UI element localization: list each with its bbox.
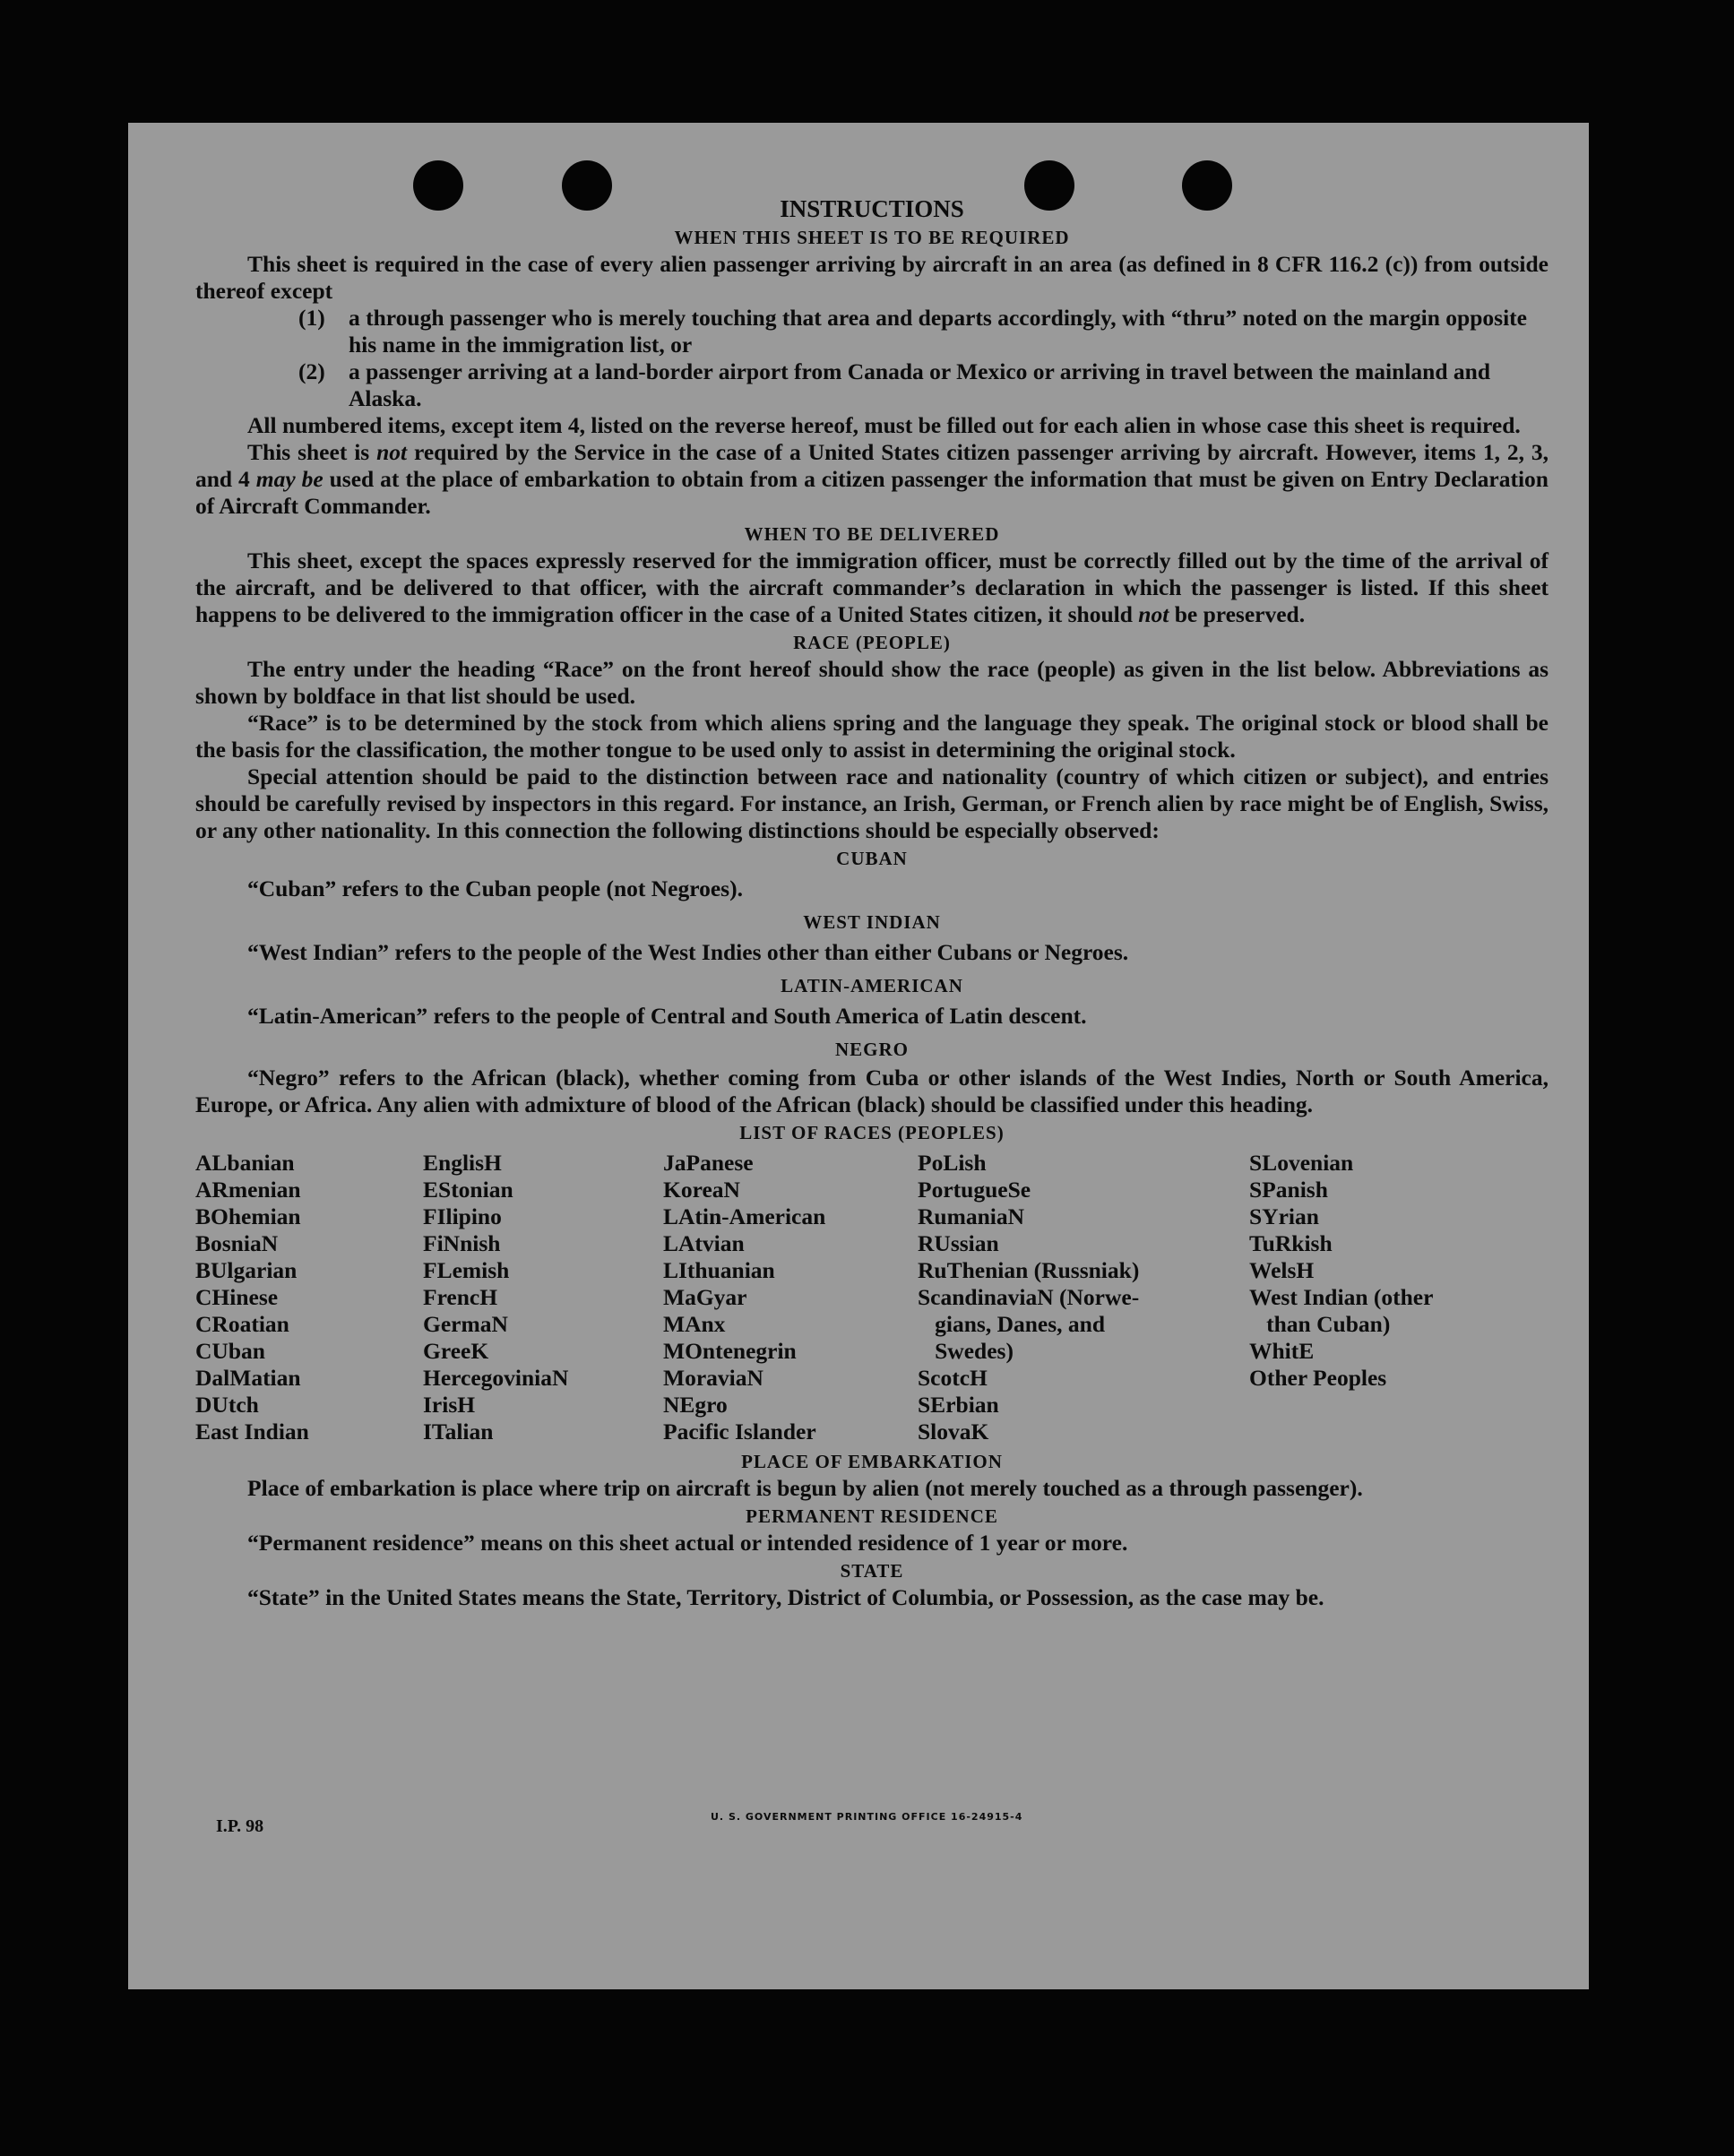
race-entry: WhitE [1249, 1338, 1315, 1364]
race-entry: KoreaN [663, 1177, 740, 1203]
list-text: a passenger arriving at a land-border airport from Canada or Mexico or arriving in travel between the mainland and Alaska. [349, 358, 1491, 411]
races-list-heading: LIST OF RACES (PEOPLES) [739, 1122, 1005, 1143]
emphasis: not [376, 439, 408, 465]
form-number: I.P. 98 [216, 1816, 264, 1836]
list-item [195, 358, 1549, 412]
race-entry: EStonian [423, 1177, 513, 1203]
race-entry: MOntenegrin [663, 1338, 797, 1364]
race-entry: FrencH [423, 1284, 498, 1310]
subheading-west-indian: WEST INDIAN [803, 911, 941, 933]
races-column [918, 1150, 1249, 1445]
subheading-negro: NEGRO [834, 1039, 909, 1060]
text-run: be preserved. [1169, 601, 1306, 627]
race-entry: SErbian [918, 1392, 999, 1418]
section-heading-residence: PERMANENT RESIDENCE [746, 1505, 998, 1527]
section-heading-required: WHEN THIS SHEET IS TO BE REQUIRED [674, 227, 1070, 248]
paragraph [195, 439, 1549, 520]
race-entry: Other Peoples [1249, 1365, 1387, 1391]
race-entry: RuThenian (Russniak) [918, 1257, 1140, 1283]
races-column [423, 1150, 663, 1445]
race-entry: EnglisH [423, 1150, 502, 1176]
race-entry: LIthuanian [663, 1257, 775, 1283]
text-run: The entry under the heading “Race” on the front hereof should show the race (people) as given in the list below. Abbreviations as shown by [195, 656, 1549, 709]
page-title: INSTRUCTIONS [780, 195, 964, 222]
race-entry: HercegoviniaN [423, 1365, 569, 1391]
paragraph [195, 656, 1549, 710]
document-sheet [128, 123, 1589, 1989]
printer-imprint: U. S. GOVERNMENT PRINTING OFFICE 16-24915-4 [711, 1811, 1023, 1823]
paragraph: “West Indian” refers to the people of the West Indies other than either Cubans or Negroes. [247, 939, 1129, 965]
race-entry: MaGyar [663, 1284, 747, 1310]
race-entry: MAnx [663, 1311, 726, 1337]
paragraph: “Cuban” refers to the Cuban people (not Negroes). [247, 875, 743, 901]
list-item [195, 305, 1549, 358]
race-entry: TuRkish [1249, 1230, 1333, 1256]
text-run: This sheet, except the spaces expressly reserved for the immigration officer, must be correctly filled out by the time of the arrival of the aircraft, and be delivered to that officer, with the aircraft commander’s declaration in which the passenger is listed. If this sheet happens to be delivered to the immigration officer in the case of a United States citizen, it should [195, 548, 1549, 627]
race-entry: Swedes) [918, 1338, 1014, 1364]
race-entry: GermaN [423, 1311, 508, 1337]
race-entry: PortugueSe [918, 1177, 1031, 1203]
race-entry: gians, Danes, and [918, 1311, 1106, 1337]
races-column [663, 1150, 918, 1445]
race-entry: SlovaK [918, 1419, 989, 1445]
race-entry: BosniaN [195, 1230, 279, 1256]
race-entry: BOhemian [195, 1203, 301, 1229]
section-heading-state: STATE [840, 1560, 904, 1582]
race-entry: SYrian [1249, 1203, 1319, 1229]
race-entry: SPanish [1249, 1177, 1328, 1203]
race-entry: PoLish [918, 1150, 987, 1176]
race-entry: DUtch [195, 1392, 259, 1418]
emphasis: boldface [293, 683, 376, 709]
emphasis: not [1138, 601, 1169, 627]
race-entry: CRoatian [195, 1311, 289, 1337]
races-column [195, 1150, 423, 1445]
paragraph [195, 548, 1549, 628]
race-entry: ScotcH [918, 1365, 988, 1391]
paragraph: “Race” is to be determined by the stock from which aliens spring and the language they speak. The original stock or blood shall be the basis for the classification, the mother tongue to be used only to assist in determining the original stock. [195, 710, 1549, 763]
section-heading-embarkation: PLACE OF EMBARKATION [741, 1451, 1003, 1472]
paragraph: “Latin-American” refers to the people of Central and South America of Latin descent. [247, 1003, 1087, 1029]
section-heading-delivered: WHEN TO BE DELIVERED [744, 523, 1000, 545]
instructions-body [195, 194, 1549, 1611]
list-text: a through passenger who is merely touching that area and departs accordingly, with “thru” noted on the margin opposite his name in the immigration list, or [349, 305, 1527, 358]
race-entry: ALbanian [195, 1150, 295, 1176]
race-entry: than Cuban) [1249, 1311, 1391, 1337]
race-entry: FLemish [423, 1257, 510, 1283]
race-entry: NEgro [663, 1392, 728, 1418]
paragraph: “State” in the United States means the State, Territory, District of Columbia, or Possession, as the case may be. [247, 1584, 1324, 1610]
subheading-cuban: CUBAN [836, 848, 908, 869]
paragraph: “Negro” refers to the African (black), whether coming from Cuba or other islands of the West Indies, North or South America, Europe, or Africa. Any alien with admixture of blood of the African (black) should be classified under this heading. [195, 1065, 1549, 1117]
list-number: (1) [298, 305, 325, 331]
race-entry: ARmenian [195, 1177, 301, 1203]
race-entry: SLovenian [1249, 1150, 1354, 1176]
text-run: used at the place of embarkation to obtain from a citizen passenger the information that must be given on Entry Declaration of Aircraft Commander. [195, 466, 1549, 519]
section-heading-race: RACE (PEOPLE) [793, 632, 951, 653]
race-entry: IrisH [423, 1392, 476, 1418]
race-entry: Pacific Islander [663, 1419, 816, 1445]
text-run: This sheet is [247, 439, 377, 465]
race-entry: ScandinaviaN (Norwe- [918, 1284, 1140, 1310]
list-number: (2) [298, 358, 325, 384]
race-entry: West Indian (other [1249, 1284, 1434, 1310]
race-entry: LAtvian [663, 1230, 745, 1256]
race-entry: JaPanese [663, 1150, 754, 1176]
race-entry: RumaniaN [918, 1203, 1025, 1229]
race-entry: CHinese [195, 1284, 279, 1310]
paragraph: Special attention should be paid to the distinction between race and nationality (country of which citizen or subject), and entries should be carefully revised by inspectors in this regard. For instance, an Irish, German, or French alien by race might be of English, Swiss, or any other nationality. In this connection the following distinctions should be especially observed: [195, 763, 1549, 843]
text-run: required by the Service in the case of a United States citizen passenger arriving by aircraft. However, items 1, 2, 3, and 4 [195, 439, 1549, 492]
race-entry: MoraviaN [663, 1365, 763, 1391]
races-column [1249, 1150, 1549, 1445]
race-entry: ITalian [423, 1419, 494, 1445]
race-entry: LAtin-American [663, 1203, 826, 1229]
emphasis: may be [255, 466, 324, 492]
race-entry: FIlipino [423, 1203, 502, 1229]
race-entry: East Indian [195, 1419, 309, 1445]
race-entry: WelsH [1249, 1257, 1315, 1283]
subheading-latin-american: LATIN-AMERICAN [781, 975, 963, 996]
race-entry: CUban [195, 1338, 265, 1364]
race-entry: GreeK [423, 1338, 489, 1364]
race-entry: BUlgarian [195, 1257, 298, 1283]
paragraph: “Permanent residence” means on this sheet actual or intended residence of 1 year or more. [247, 1530, 1128, 1556]
race-entry: FiNnish [423, 1230, 501, 1256]
text-run: in that list should be used. [375, 683, 636, 709]
paragraph: All numbered items, except item 4, listed on the reverse hereof, must be filled out for each alien in whose case this sheet is required. [247, 412, 1521, 438]
races-table [195, 1150, 1549, 1445]
paragraph: This sheet is required in the case of every alien passenger arriving by aircraft in an area (as defined in 8 CFR 116.2 (c)) from outside thereof except [195, 251, 1549, 304]
paragraph: Place of embarkation is place where trip on aircraft is begun by alien (not merely touched as a through passenger). [247, 1475, 1363, 1501]
race-entry: RUssian [918, 1230, 999, 1256]
race-entry: DalMatian [195, 1365, 301, 1391]
